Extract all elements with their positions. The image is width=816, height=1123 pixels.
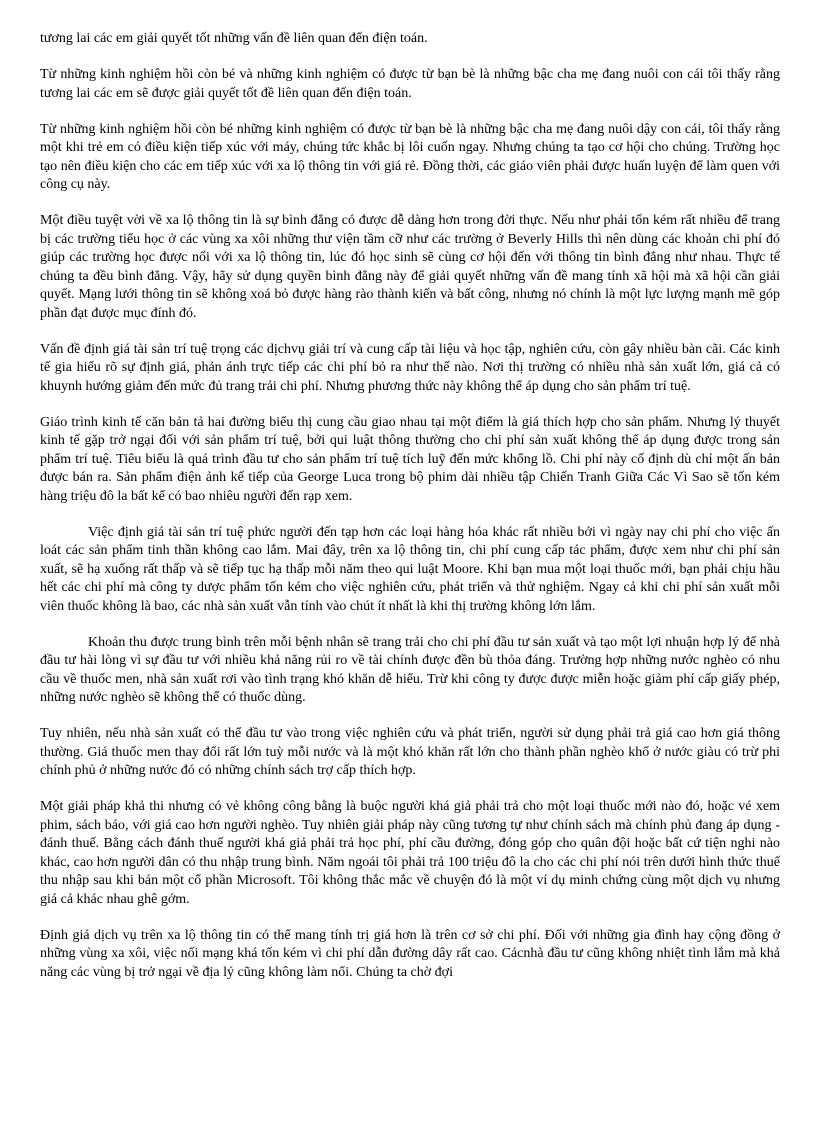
paragraph-11: Định giá dịch vụ trên xa lộ thông tin có thể mang tính trị giá hơn là trên cơ sở chi phí. Đối với những gia đình hay cộng đồng ở những vùng xa xôi, việc nối mạng khá tốn kém vì chi phí dẫn đường dây rất cao. Cácnhà đầu tư cũng không nhiệt tình lắm mà khả năng các vùng bị trở ngại về địa lý cũng không làm nổi. Chúng ta chờ đợi <box>40 927 780 980</box>
paragraph-6: Giáo trình kinh tế căn bản tả hai đường biểu thị cung cầu giao nhau tại một điểm là giá thích hợp cho sản phẩm. Nhưng lý thuyết kinh tế gặp trở ngại đối với sản phẩm trí tuệ, bởi qui luật thông thường cho chi phí sản xuất không thể áp dụng được trong sản phẩm trí tuệ. Tiêu biểu là quá trình đầu tư cho sản phẩm trí tuệ tích luỹ đến mức khổng lồ. Chi phí này cố định dù chỉ một ấn bản được bán ra. Sản phẩm điện ảnh kế tiếp của George Luca trong bộ phim dài nhiều tập Chiến Tranh Giữa Các Vì Sao sẽ tốn kém hàng triệu đô la bất kể có bao nhiêu người đến rạp xem. <box>40 414 780 504</box>
paragraph-9: Tuy nhiên, nếu nhà sản xuất có thể đầu tư vào trong việc nghiên cứu và phát triển, người sử dụng phải trả giá cao hơn giá thông thường. Giá thuốc men thay đổi rất lớn tuỳ mỗi nước và là một khó khăn rất lớn cho thành phần nghèo khổ ở nước giàu có trừ phi chính phủ ở những nước đó có những chính sách trợ cấp thích hợp. <box>40 726 780 778</box>
document-page <box>40 30 780 982</box>
paragraph-10: Một giải pháp khả thi nhưng có vẻ không công bằng là buộc người khá giả phải trả cho một loại thuốc mới nào đó, hoặc vé xem phim, sách báo, với giá cao hơn người nghèo. Tuy nhiên giải pháp này cũng tương tự như chính sách mà chính phủ đang áp dụng - đánh thuế. Bằng cách đánh thuế người khá giả phải trả học phí, phí cầu đường, đóng góp cho quân đội hoặc bất cứ tiện nghi nào khác, cao hơn người dân có thu nhập trung bình. Năm ngoái tôi phải trả 100 triệu đô la cho các chi phí nói trên dưới hình thức thuế thu nhập sau khi bán một cổ phần Microsoft. Tôi không thắc mắc về chuyện đó là một ví dụ minh chứng cùng một dịch vụ nhưng giá cả khác nhau ghê gớm. <box>40 799 780 907</box>
paragraph-2: Từ những kinh nghiệm hồi còn bé và những kinh nghiệm có được từ bạn bè là những bậc cha mẹ đang nuôi con cái tôi thấy rằng tương lai các em sẽ được giải quyết tốt đề liên quan đến điện toán. <box>40 67 780 101</box>
paragraph-5: Vấn đề định giá tài sản trí tuệ trọng các dịchvụ giải trí và cung cấp tài liệu và học tập, nghiên cứu, còn gây nhiều bàn cãi. Các kinh tế gia hiểu rõ sự định giá, phản ánh trực tiếp các chi phí bỏ ra như thế nào. Nơi thị trường có nhiều nhà sản xuất lớn, giá cả có khuynh hướng giảm đến mức đủ trang trải chi phí. Nhưng phương thức này không thể áp dụng cho sản phẩm trí tuệ. <box>40 341 780 394</box>
paragraph-8: Khoản thu được trung bình trên mỗi bệnh nhân sẽ trang trải cho chi phí đầu tư sản xuất và tạo một lợi nhuận hợp lý để nhà đầu tư hài lòng vì sự đầu tư với nhiều khả năng rủi ro về tài chính được đền bù thỏa đáng. Trường hợp những nước nghèo có nhu cầu về thuốc men, nhà sản xuất rơi vào tình trạng khó khăn dễ hiểu. Trừ khi công ty được được miễn hoặc giảm phí cấp giấy phép, những nước nghèo sẽ không thể có thuốc dùng. <box>40 634 780 705</box>
paragraph-7: Việc định giá tài sản trí tuệ phức người đến tạp hơn các loại hàng hóa khác rất nhiều bởi vì ngày nay chi phí cho việc ấn loát các sản phẩm tinh thần không cao lắm. Mai đây, trên xa lộ thông tin, chi phí cung cấp tác phẩm, được xem như chi phí sản xuất, sẽ hạ xuống rất thấp và sẽ tiếp tục hạ thấp mỗi năm theo qui luật Moore. Khi bạn mua một loại thuốc mới, bạn phải chịu hầu hết các chi phí mà công ty dược phẩm tốn kém cho việc nghiên cứu, phát triển và thử nghiệm. Ngay cả khi chi phí sản xuất mỗi viên thuốc không là bao, các nhà sản xuất vẫn tính vào chút ít nhất là khi thị trường không lớn lắm. <box>40 524 780 614</box>
paragraph-4: Một điều tuyệt vời về xa lộ thông tin là sự bình đẳng có được dễ dàng hơn trong đời thực. Nếu như phải tốn kém rất nhiều để trang bị các trường tiểu học ở các vùng xa xôi những thư viện tầm cỡ như các trường ở Beverly Hills thì nên dùng các khoản chi phí đó giúp các trường học được nối với xa lộ thông tin, lúc đó học sinh sẽ cùng cơ hội đến với thông tin bình đẳng như nhau. Thực tế chúng ta đều bình đẳng. Vậy, hãy sử dụng quyền bình đẳng này để giải quyết những vấn đề mang tính xã hội mà xã hội cần giải quyết. Mạng lưới thông tin sẽ không xoá bỏ được hàng rào thành kiến và bất công, nhưng nó chính là một lực lượng mạnh mẽ góp phần đạt được mục đính đó. <box>40 213 780 321</box>
paragraph-1: tương lai các em giải quyết tốt những vấn đề liên quan đến điện toán. <box>40 31 428 46</box>
paragraph-3: Từ những kinh nghiệm hồi còn bé những kinh nghiệm có được từ bạn bè là những bậc cha mẹ đang nuôi dậy con cái, tôi thấy rằng một khi trẻ em có điều kiện tiếp xúc với máy, chúng tức khắc bị lôi cuốn ngay. Nhưng chúng ta tạo cơ hội cho chúng. Trường học tạo nên điều kiện cho các em tiếp xúc với xa lộ thông tin với giá rẻ. Đồng thời, các giáo viên phải được huấn luyện để làm quen với công cụ này. <box>40 121 780 192</box>
